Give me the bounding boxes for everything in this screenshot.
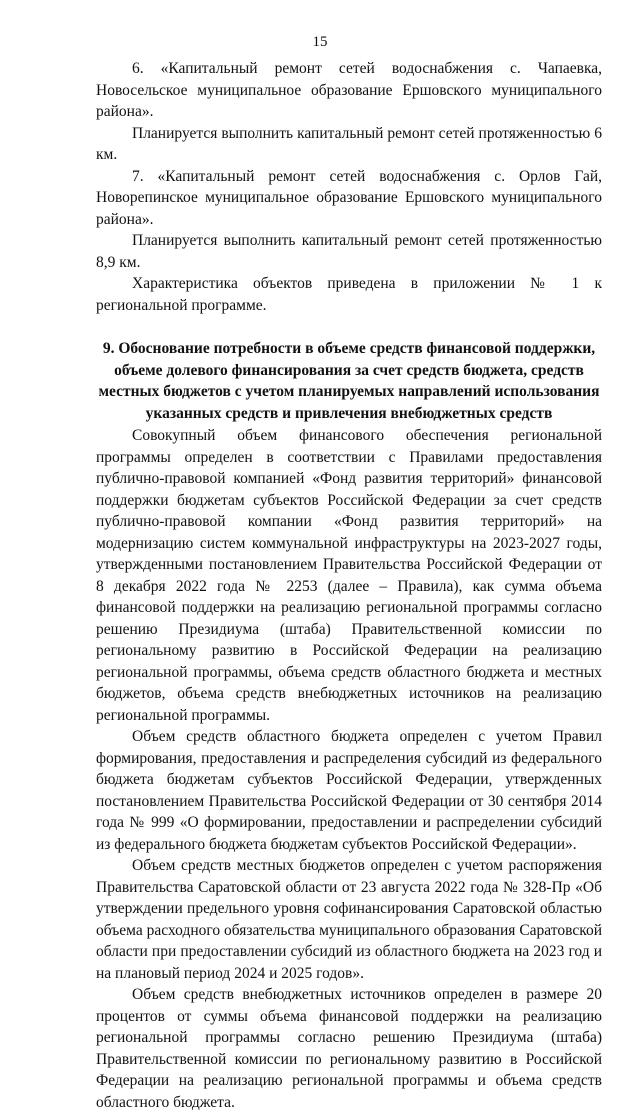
paragraph-regional-budget: Объем средств областного бюджета определен с учетом Правил формирования, предоставления и распределения субсидий из федерального бюджета бюджетам субъектов Российской Федерации, утвержденных постановлением Правительства Российской Федерации от 30 сентября 2014 года № 999 «О формировании, предоставлении и распределении субсидий из федерального бюджета бюджетам субъектов Российской Федерации». bbox=[96, 728, 602, 853]
page-content bbox=[96, 58, 602, 1113]
paragraph-local-budgets: Объем средств местных бюджетов определен с учетом распоряжения Правительства Саратовской области от 23 августа 2022 года № 328-Пр «Об утверждении предельного уровня софинансирования Саратовской областью объема расходного обязательства муниципального образования Саратовской области при предоставлении субсидий из областного бюджета на 2023 год и на плановый период 2024 и 2025 годов». bbox=[96, 857, 602, 982]
section-heading: 9. Обоснование потребности в объеме средств финансовой поддержки, объеме долевого финансирования за счет средств бюджета, средств местных бюджетов с учетом планируемых направлений использования указанных средств и привлечения внебюджетных средств bbox=[98, 340, 600, 422]
paragraph-item-6: 6. «Капитальный ремонт сетей водоснабжения с. Чапаевка, Новосельское муниципальное образование Ершовского муниципального района». bbox=[96, 60, 602, 120]
section-gap bbox=[96, 316, 602, 338]
paragraph-item-6-length: Планируется выполнить капитальный ремонт сетей протяженностью 6 км. bbox=[96, 124, 602, 163]
paragraph-item-7: 7. «Капитальный ремонт сетей водоснабжения с. Орлов Гай, Новорепинское муниципальное образование Ершовского муниципального района». bbox=[96, 167, 602, 228]
paragraph-item-7-length: Планируется выполнить капитальный ремонт сетей протяженностью 8,9 км. bbox=[96, 232, 602, 271]
paragraph-extrabudgetary-sources: Объем средств внебюджетных источников определен в размере 20 процентов от суммы объема финансовой поддержки на реализацию региональной программы согласно решению Президиума (штаба) Правительственной комиссии по региональному развитию в Российской Федерации на реализацию региональной программы и объема средств областного бюджета. bbox=[96, 986, 602, 1111]
page-number: 15 bbox=[312, 34, 328, 50]
paragraph-total-financing: Совокупный объем финансового обеспечения региональной программы определен в соответствии с Правилами предоставления публично-правовой компанией «Фонд развития территорий» финансовой поддержки бюджетам субъектов Российской Федерации за счет средств публично-правовой компании «Фонд развития территорий» на модернизацию систем коммунальной инфраструктуры на 2023-2027 годы, утвержденными постановлением Правительства Российской Федерации от 8 декабря 2022 года № 2253 (далее – Правила), как сумма объема финансовой поддержки на реализацию региональной программы согласно решению Президиума (штаба) Правительственной комиссии по региональному развитию в Российской Федерации на реализацию региональной программы, объема средств областного бюджета и местных бюджетов, объема средств внебюджетных источников на реализацию региональной программы. bbox=[96, 427, 602, 724]
paragraph-objects-characteristic: Характеристика объектов приведена в приложении № 1 к региональной программе. bbox=[96, 275, 602, 314]
